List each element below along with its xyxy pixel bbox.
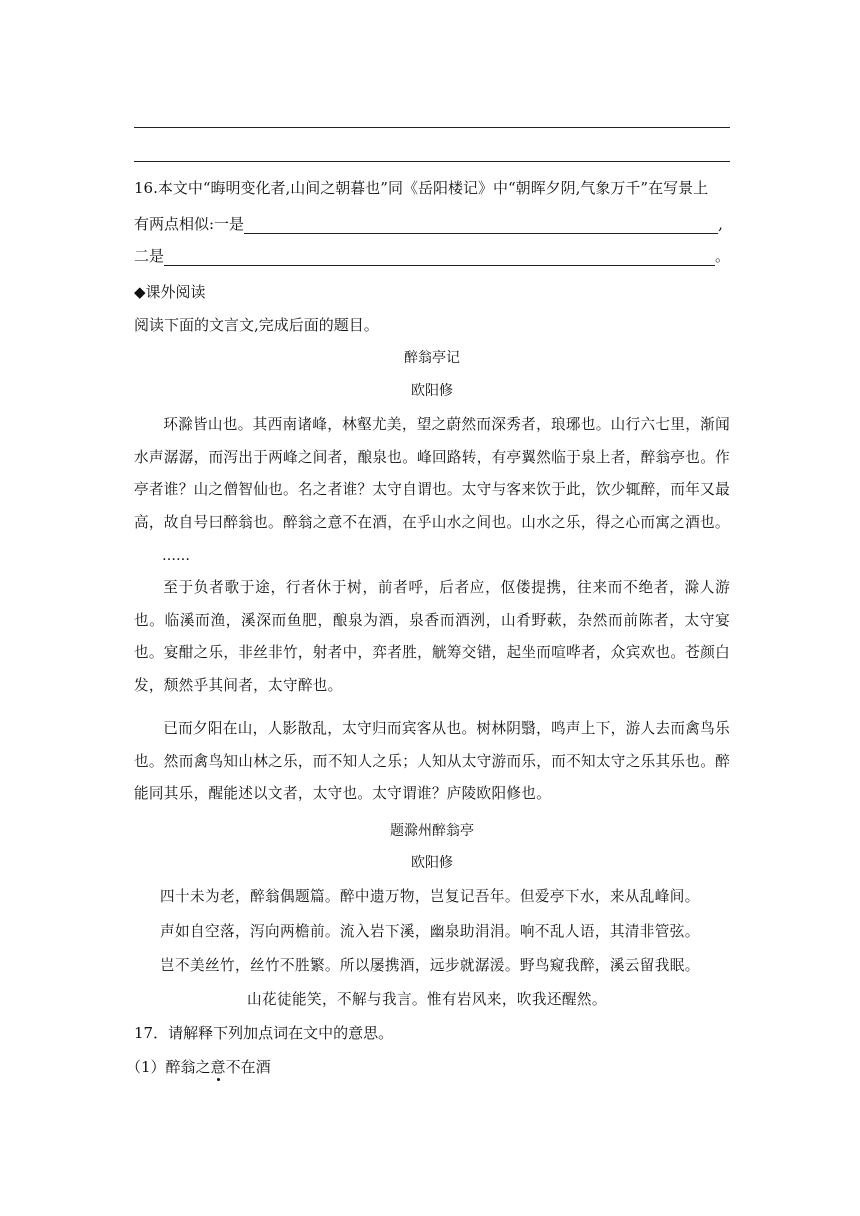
poem-line-1: 四十未为老，醉翁偶题篇。醉中遗万物，岂复记吾年。但爱亭下水，来从乱峰间。 (160, 888, 700, 905)
essay-paragraph-2-text: 至于负者歌于途，行者休于树，前者呼，后者应，伛偻提携，往来而不绝者，滁人游也。临溪而渔，溪深而鱼肥，酿泉为酒，泉香而酒洌，山肴野蔌，杂然而前陈者，太守宴也。宴酣之乐，非丝非竹，射者中，弈者胜，觥筹交错，起坐而喧哗者，众宾欢也。苍颜白发，颓然乎其间者，太守醉也。 (134, 579, 730, 694)
question-16-line-2 (134, 214, 723, 234)
answer-line-1 (134, 127, 730, 128)
poem-author: 欧阳修 (411, 855, 453, 871)
essay-paragraph-3 (134, 713, 730, 811)
essay-title: 醉翁亭记 (404, 350, 460, 366)
poem-title: 题滁州醉翁亭 (390, 823, 474, 839)
question-16-suffix-2: 。 (715, 247, 731, 265)
question-17-item-1-suffix: 不在酒 (225, 1058, 271, 1076)
essay-paragraph-2 (134, 572, 730, 702)
question-16-prefix-2: 二是 (134, 247, 165, 265)
question-16-line-3 (134, 246, 730, 266)
essay-paragraph-1-text: 环滁皆山也。其西南诸峰，林壑尤美，望之蔚然而深秀者，琅琊也。山行六七里，渐闻水声潺潺，而泻出于两峰之间者，酿泉也。峰回路转，有亭翼然临于泉上者，醉翁亭也。作亭者谁？山之僧智仙也。名之者谁？太守自谓也。太守与客来饮于此，饮少辄醉，而年又最高，故自号曰醉翁也。醉翁之意不在酒，在乎山水之间也。山水之乐，得之心而寓之酒也。 (134, 416, 730, 531)
poem-line-3: 岂不美丝竹，丝竹不胜繁。所以屡携酒，远步就潺湲。野鸟窥我醉，溪云留我眠。 (160, 957, 700, 974)
answer-line-2 (134, 161, 730, 162)
question-16-line-1: 16.本文中“晦明变化者,山间之朝暮也”同《岳阳楼记》中“朝晖夕阴,气象万千”在写景上 (134, 179, 709, 197)
essay-author: 欧阳修 (411, 383, 453, 399)
question-16-prefix-1: 有两点相似:一是 (134, 215, 245, 233)
reading-instruction: 阅读下面的文言文,完成后面的题目。 (134, 316, 379, 334)
question-17-item-1 (126, 1057, 271, 1077)
question-16-suffix-1: , (718, 215, 723, 233)
essay-paragraph-1 (134, 409, 730, 539)
essay-ellipsis: …… (162, 548, 190, 564)
emphasized-word: 意 (210, 1058, 226, 1076)
fill-blank-2[interactable] (164, 249, 715, 266)
poem-line-2: 声如自空落，泻向两檐前。流入岩下溪，幽泉助涓涓。响不乱人语，其清非管弦。 (160, 923, 700, 940)
section-heading: ◆课外阅读 (134, 283, 206, 301)
question-17-item-1-prefix: （1）醉翁之 (126, 1058, 211, 1076)
fill-blank-1[interactable] (244, 217, 718, 234)
poem-line-4: 山花徒能笑，不解与我言。惟有岩风来，吹我还醒然。 (247, 991, 607, 1008)
essay-paragraph-3-text: 已而夕阳在山，人影散乱，太守归而宾客从也。树林阴翳，鸣声上下，游人去而禽鸟乐也。然而禽鸟知山林之乐，而不知人之乐；人知从太守游而乐，而不知太守之乐其乐也。醉能同其乐，醒能述以文者，太守也。太守谓谁？庐陵欧阳修也。 (134, 720, 730, 802)
question-17-prompt: 17．请解释下列加点词在文中的意思。 (134, 1024, 394, 1042)
